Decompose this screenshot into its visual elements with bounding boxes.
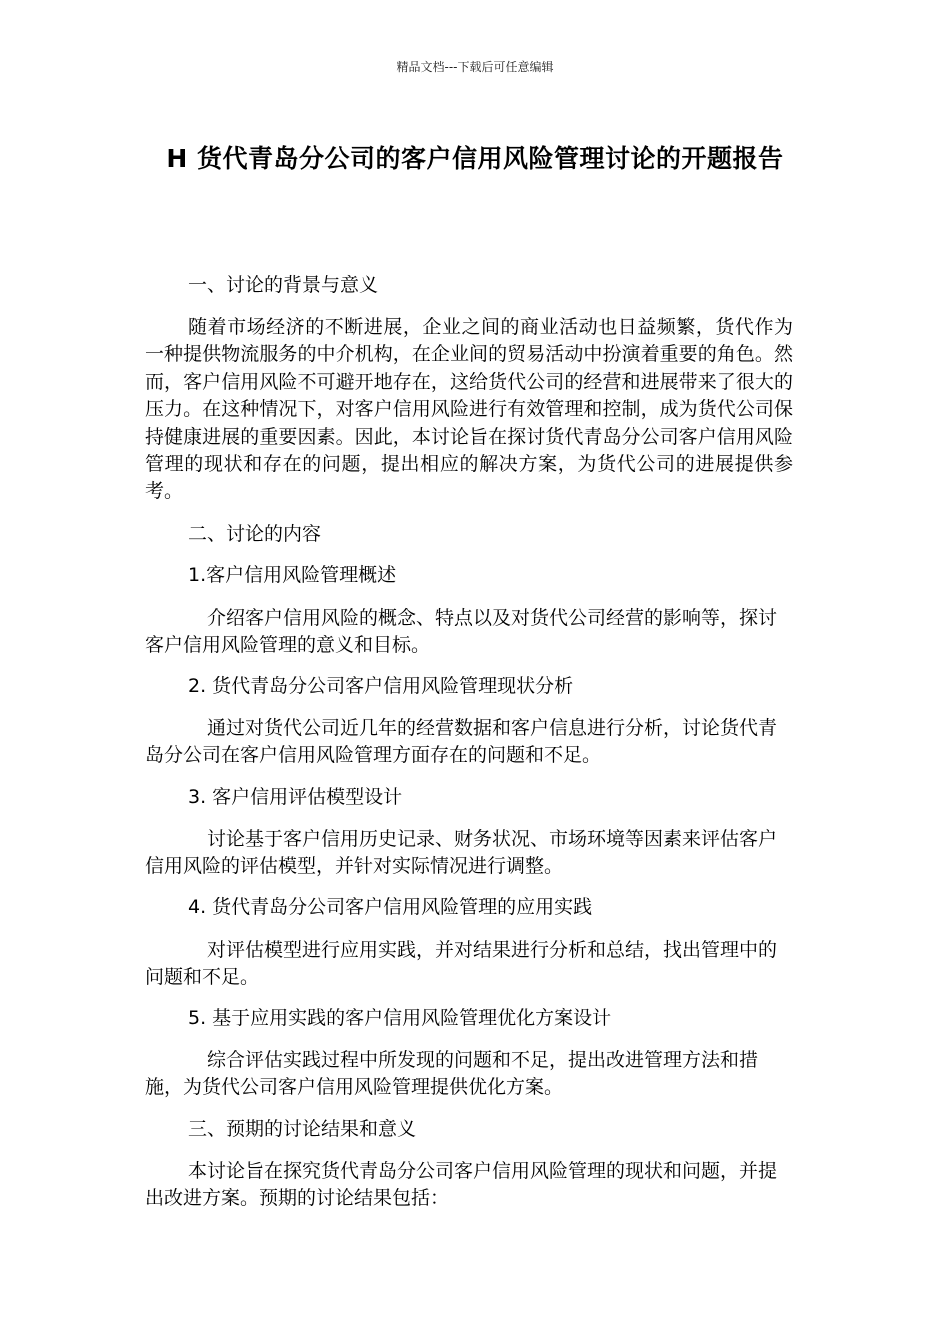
paragraph-results: 本讨论旨在探究货代青岛分公司客户信用风险管理的现状和问题，并提出改进方案。预期的讨论结果包括：	[145, 1160, 778, 1210]
item-heading-5: 5. 基于应用实践的客户信用风险管理优化方案设计	[188, 1007, 612, 1029]
item-text-4: 对评估模型进行应用实践，并对结果进行分析和总结，找出管理中的问题和不足。	[145, 939, 778, 989]
item-text-1: 介绍客户信用风险的概念、特点以及对货代公司经营的影响等，探讨客户信用风险管理的意义和目标。	[145, 607, 778, 657]
header-note: 精品文档---下载后可任意编辑	[396, 60, 554, 74]
item-heading-2: 2. 货代青岛分公司客户信用风险管理现状分析	[188, 675, 574, 697]
item-text-2: 通过对货代公司近几年的经营数据和客户信息进行分析，讨论货代青岛分公司在客户信用风险管理方面存在的问题和不足。	[145, 717, 778, 767]
document-title: H 货代青岛分公司的客户信用风险管理讨论的开题报告	[166, 144, 784, 173]
item-heading-4: 4. 货代青岛分公司客户信用风险管理的应用实践	[188, 896, 593, 918]
item-heading-1: 1.客户信用风险管理概述	[188, 564, 397, 586]
section-heading-content: 二、讨论的内容	[188, 523, 322, 545]
section-heading-background: 一、讨论的背景与意义	[188, 274, 379, 296]
item-text-5: 综合评估实践过程中所发现的问题和不足，提出改进管理方法和措施，为货代公司客户信用风险管理提供优化方案。	[145, 1049, 759, 1099]
paragraph-background: 随着市场经济的不断进展，企业之间的商业活动也日益频繁，货代作为一种提供物流服务的中介机构，在企业间的贸易活动中扮演着重要的角色。然而，客户信用风险不可避开地存在，这给货代公司的经营和进展带来了很大的压力。在这种情况下，对客户信用风险进行有效管理和控制，成为货代公司保持健康进展的重要因素。因此，本讨论旨在探讨货代青岛分公司客户信用风险管理的现状和存在的问题，提出相应的解决方案，为货代公司的进展提供参考。	[145, 316, 793, 503]
item-text-3: 讨论基于客户信用历史记录、财务状况、市场环境等因素来评估客户信用风险的评估模型，并针对实际情况进行调整。	[145, 828, 778, 878]
section-heading-results: 三、预期的讨论结果和意义	[188, 1118, 417, 1140]
item-heading-3: 3. 客户信用评估模型设计	[188, 786, 403, 808]
